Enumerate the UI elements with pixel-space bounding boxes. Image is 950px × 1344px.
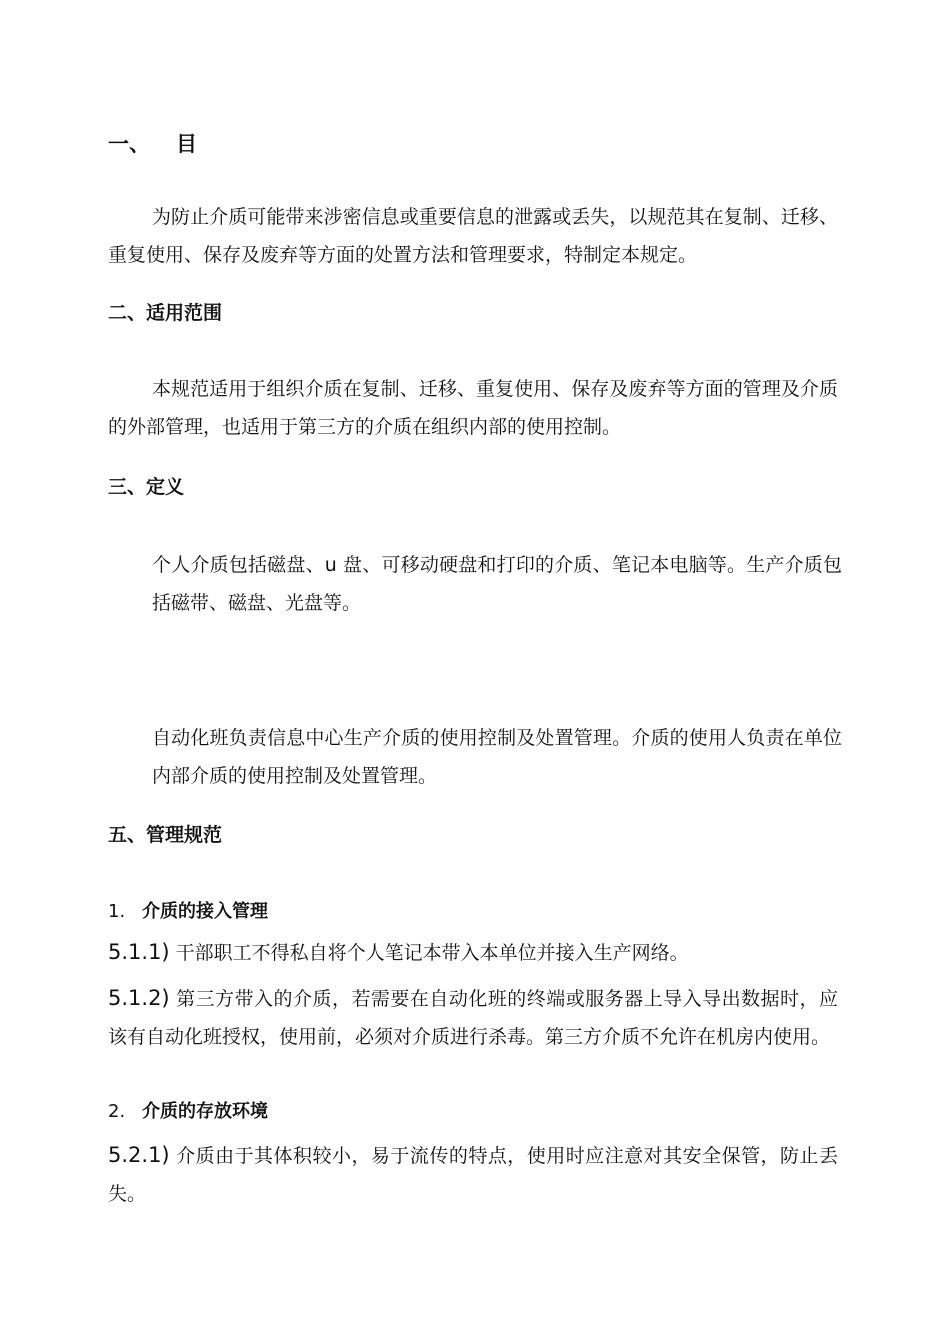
- clause-5-1-1: [108, 933, 838, 972]
- subsection-2-heading: [108, 1100, 838, 1124]
- section-1-title: 目: [176, 132, 197, 156]
- section-2-heading: 二、适用范围: [108, 302, 223, 324]
- clause-5-2-1: [108, 1136, 838, 1213]
- subsection-2-number: 2.: [108, 1101, 126, 1122]
- section-1-body: 为防止介质可能带来涉密信息或重要信息的泄露或丢失，以规范其在复制、迁移、重复使用、保存及废弃等方面的处置方法和管理要求，特制定本规定。: [108, 206, 838, 266]
- section-1-heading: [108, 132, 838, 156]
- section-3-body: 个人介质包括磁盘、u 盘、可移动硬盘和打印的介质、笔记本电脑等。生产介质包括磁带、磁盘、光盘等。: [152, 554, 842, 614]
- subsection-1-title: 介质的接入管理: [142, 901, 268, 922]
- subsection-2-title: 介质的存放环境: [142, 1101, 268, 1122]
- section-5-heading: 五、管理规范: [108, 824, 223, 846]
- clause-5-1-2: [108, 979, 838, 1056]
- clause-number: 5.1.1): [108, 940, 170, 964]
- section-1-number: 一、: [108, 132, 150, 156]
- clause-text: 第三方带入的介质，若需要在自动化班的终端或服务器上导入导出数据时，应该有自动化班授权，使用前，必须对介质进行杀毒。第三方介质不允许在机房内使用。: [108, 988, 838, 1048]
- section-2-body: 本规范适用于组织介质在复制、迁移、重复使用、保存及废弃等方面的管理及介质的外部管理，也适用于第三方的介质在组织内部的使用控制。: [108, 378, 838, 438]
- subsection-1-heading: [108, 900, 838, 924]
- section-4-body: 自动化班负责信息中心生产介质的使用控制及处置管理。介质的使用人负责在单位内部介质的使用控制及处置管理。: [152, 727, 842, 787]
- clause-number: 5.1.2): [108, 986, 170, 1010]
- clause-number: 5.2.1): [108, 1143, 170, 1167]
- subsection-1-number: 1.: [108, 901, 126, 922]
- section-3-heading: 三、定义: [108, 476, 185, 498]
- clause-text: 干部职工不得私自将个人笔记本带入本单位并接入生产网络。: [175, 942, 689, 964]
- clause-text: 介质由于其体积较小，易于流传的特点，使用时应注意对其安全保管，防止丢失。: [108, 1145, 838, 1205]
